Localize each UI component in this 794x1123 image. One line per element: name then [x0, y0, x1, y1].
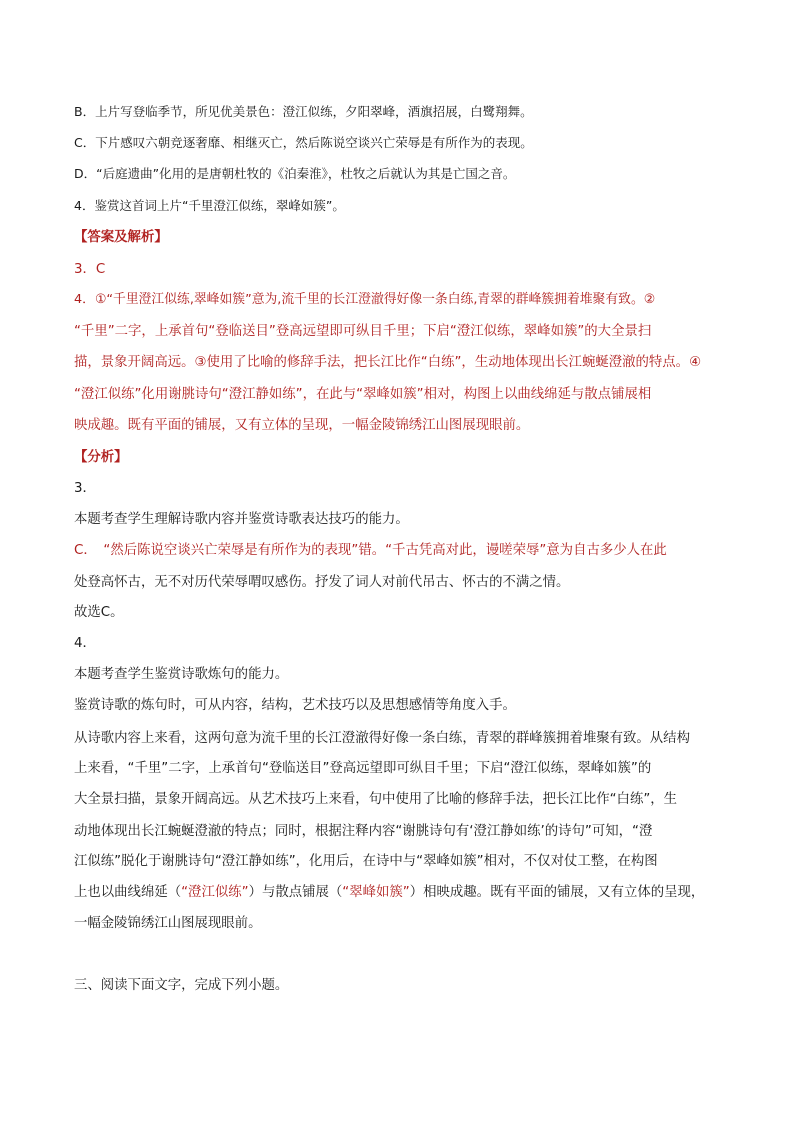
- answer-3: 3．C: [74, 262, 106, 277]
- question-4: 4．鉴赏这首词上片“千里澄江似练，翠峰如簇”。: [74, 198, 345, 213]
- analysis-4-line-3: 大全景扫描，景象开阔高远。从艺术技巧上来看，句中使用了比喻的修辞手法，把长江比作“白练”，生: [74, 792, 678, 807]
- answer-4-line-5: 映成趣。既有平面的铺展，又有立体的呈现，一幅金陵锦绣江山图展现眼前。: [74, 418, 530, 433]
- answer-4-line-1: 4．①“千里澄江似练,翠峰如簇”意为,流千里的长江澄澈得好像一条白练,青翠的群峰簇拥着堆聚有致。②: [74, 292, 656, 307]
- analysis-3-intro: 本题考查学生理解诗歌内容并鉴赏诗歌表达技巧的能力。: [74, 512, 409, 527]
- analysis-3-c-line-2: 处登高怀古，无不对历代荣辱喟叹感伤。抒发了词人对前代吊古、怀古的不满之情。: [74, 575, 570, 590]
- section-3-heading: 三、阅读下面文字，完成下列小题。: [74, 978, 289, 993]
- quote-chengjiang: “澄江似练”: [181, 885, 249, 900]
- analysis-3-number: 3．: [74, 481, 96, 496]
- analysis-3-c-line-1: C． “然后陈说空谈兴亡荣辱是有所作为的表现”错。“千古凭高对此，谩嗟荣辱”意为自古多少人在此: [74, 543, 667, 558]
- analysis-3-choice: 故选C。: [74, 605, 124, 620]
- option-d: D．“后庭遗曲”化用的是唐朝杜牧的《泊秦淮》，杜牧之后就认为其是亡国之音。: [74, 166, 516, 181]
- analysis-4-line-2: 上来看，“千里”二字，上承首句“登临送目”登高远望即可纵目千里；下启“澄江似练，翠峰如簇”的: [74, 761, 652, 776]
- analysis-4-line-7: 一幅金陵锦绣江山图展现眼前。: [74, 916, 262, 931]
- option-b: B．上片写登临季节，所见优美景色：澄江似练，夕阳翠峰，酒旗招展，白鹭翔舞。: [74, 104, 533, 119]
- answer-4-line-4: “澄江似练”化用谢朓诗句“澄江静如练”，在此与“翠峰如簇”相对，构图上以曲线绵延与散点铺展相: [74, 387, 652, 402]
- analysis-4-number: 4．: [74, 636, 96, 651]
- analysis-4-line-1: 从诗歌内容上来看，这两句意为流千里的长江澄澈得好像一条白练，青翠的群峰簇拥着堆聚有致。从结构: [74, 731, 690, 746]
- analysis-4-line-6: [74, 883, 704, 903]
- analysis-4-line-6-part-c: ）相映成趣。既有平面的铺展，又有立体的呈现，: [409, 885, 705, 900]
- analysis-4-method: 鉴赏诗歌的炼句时，可从内容，结构，艺术技巧以及思想感情等角度入手。: [74, 698, 516, 713]
- answer-4-line-3: 描，景象开阔高远。③使用了比喻的修辞手法，把长江比作“白练”，生动地体现出长江蜿蜒澄澈的特点。④: [74, 355, 702, 370]
- option-c: C．下片感叹六朝竞逐奢靡、相继灭亡，然后陈说空谈兴亡荣辱是有所作为的表现。: [74, 135, 533, 150]
- analysis-4-line-5: 江似练”脱化于谢朓诗句“澄江静如练”，化用后，在诗中与“翠峰如簇”相对，不仅对仗工整，在构图: [74, 854, 658, 869]
- analysis-4-line-4: 动地体现出长江蜿蜒澄澈的特点；同时，根据注释内容“谢朓诗句有‘澄江静如练’的诗句”可知，“澄: [74, 824, 653, 839]
- answer-heading: 【答案及解析】: [74, 230, 168, 245]
- answer-4-line-2: “千里”二字，上承首句“登临送目”登高远望即可纵目千里；下启“澄江似练，翠峰如簇”的大全景扫: [74, 324, 652, 339]
- quote-cuifeng: “翠峰如簇”: [342, 885, 410, 900]
- analysis-4-line-6-part-b: ）与散点铺展（: [248, 885, 343, 900]
- analysis-4-intro: 本题考查学生鉴赏诗歌炼句的能力。: [74, 667, 289, 682]
- analysis-heading: 【分析】: [74, 450, 128, 465]
- analysis-4-line-6-part-a: 上也以曲线绵延（: [74, 885, 182, 900]
